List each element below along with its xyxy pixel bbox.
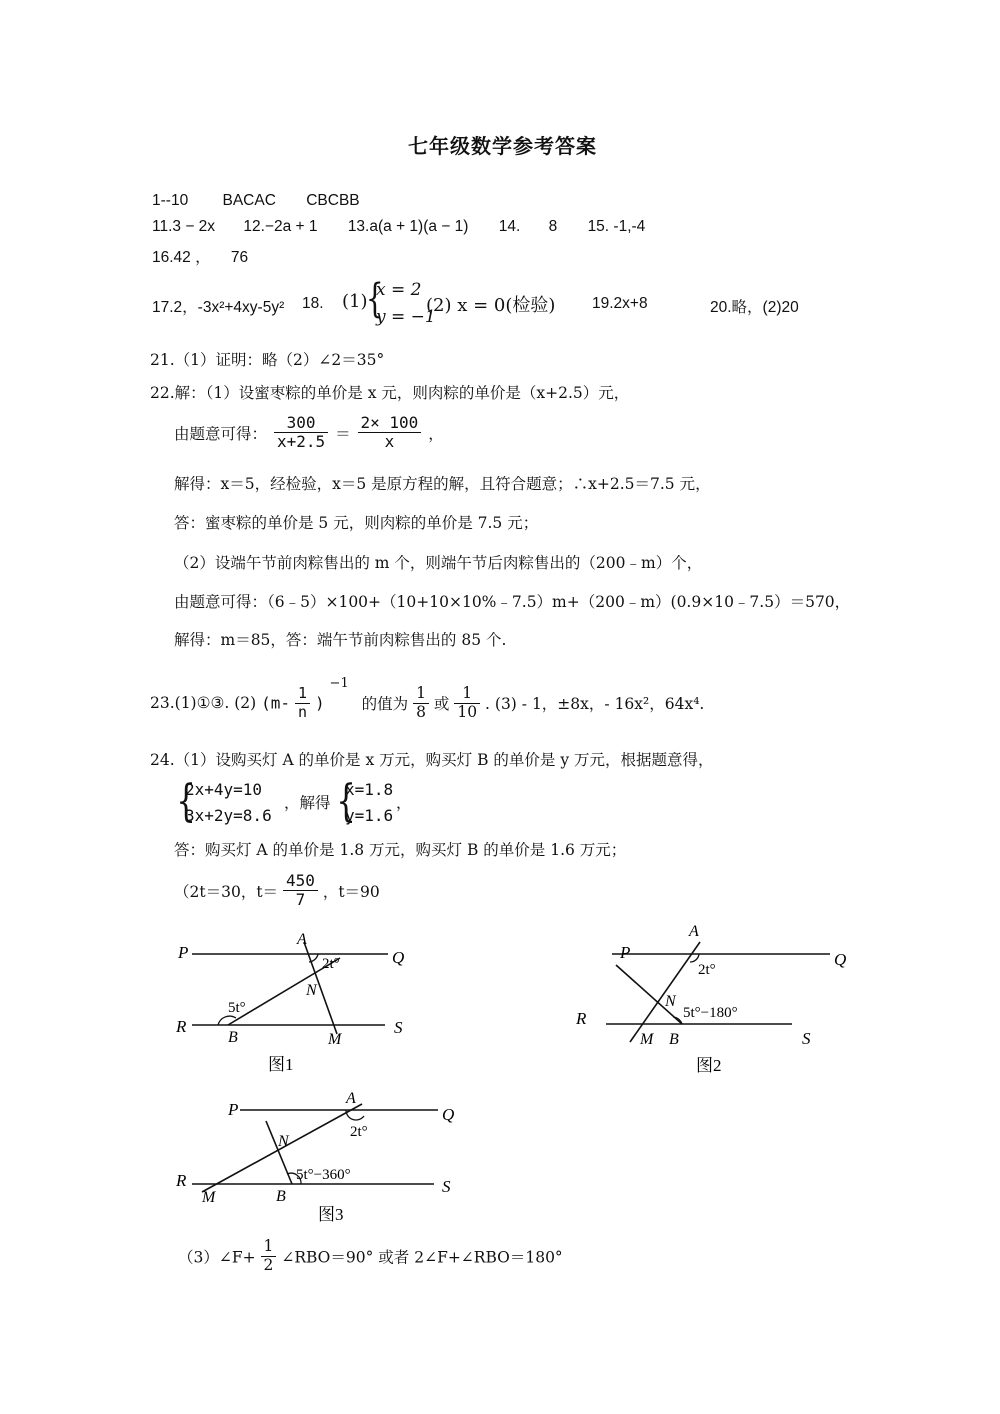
q23-paren-open: (m- <box>261 693 291 713</box>
q24-fraction-1 <box>283 872 318 910</box>
q23-or: 或 <box>433 695 450 713</box>
q23-answer <box>150 676 704 721</box>
fig1-label-r: R <box>176 1017 187 1036</box>
fig2-label-a: A <box>689 923 699 940</box>
q24-system-2-eq2: y=1.6 <box>345 806 394 826</box>
fig3-line-nb <box>266 1121 292 1184</box>
fig1-angle-arc-b <box>218 1016 236 1025</box>
fig1-label-q: Q <box>392 948 405 967</box>
q23-value-label: 的值为 <box>361 695 409 713</box>
figure-3 <box>168 1088 468 1228</box>
q23-fraction-1 <box>295 685 310 721</box>
q24-system-2-eq1: x=1.8 <box>345 780 394 799</box>
q23-fraction-1-den: n <box>298 702 308 721</box>
q23-exponent: −1 <box>329 676 349 691</box>
q24-system-1-eq2: 3x+2y=8.6 <box>185 806 272 826</box>
q22-equals: ＝ <box>335 424 351 443</box>
fig2-label-r: R <box>576 1009 587 1028</box>
q1-5-answers: BACAC <box>222 192 276 209</box>
fig1-angle-5t: 5t° <box>228 1000 246 1016</box>
q11-answer: 11.3 − 2x <box>152 218 216 235</box>
q17-answer: 17.2，-3x²+4xy-5y² <box>152 299 285 316</box>
q21-answer: 21.（1）证明：略（2）∠2＝35° <box>150 351 385 369</box>
figure-1 <box>170 922 420 1074</box>
fig1-angle-2t: 2t° <box>322 956 340 972</box>
q15-answer: 15. -1,-4 <box>587 218 646 235</box>
q23-fraction-3-den: 10 <box>457 702 478 721</box>
q14-label: 14. <box>498 218 521 235</box>
q24-solve-label: ，解得 <box>284 794 331 812</box>
q23-fraction-2-den: 8 <box>416 702 426 721</box>
q14-answer: 8 <box>548 218 558 235</box>
q24-line3: 答：购买灯 A 的单价是 1.8 万元，购买灯 B 的单价是 1.6 万元； <box>174 841 627 859</box>
q1-10-label: 1--10 <box>152 192 189 209</box>
q24-brace-1: { <box>176 776 196 827</box>
fig1-label-a: A <box>297 931 307 948</box>
q24-fraction-2-den: 2 <box>263 1255 274 1274</box>
fig2-label-b: B <box>669 1031 679 1048</box>
q13-answer: 13.a(a + 1)(a − 1) <box>347 218 469 235</box>
q18-eq1: x = 2 <box>376 280 422 300</box>
fig3-label-b: B <box>276 1188 286 1205</box>
fig1-caption: 图1 <box>268 1055 294 1074</box>
fig2-label-q: Q <box>834 950 847 969</box>
q23-part3: . (3) - 1，±8x，- 16x²，64x⁴. <box>485 695 705 713</box>
q24-line5-suffix: ∠RBO＝90° 或者 2∠F+∠RBO＝180° <box>281 1248 563 1267</box>
fig2-label-m: M <box>640 1031 654 1048</box>
fig1-label-p: P <box>178 943 189 962</box>
fig2-label-n: N <box>665 993 676 1010</box>
q18-part1-label: (1) <box>342 291 368 312</box>
fig3-label-a: A <box>346 1090 356 1107</box>
fig3-angle-5t: 5t°−360° <box>296 1167 351 1183</box>
q22-line1: 22.解：（1）设蜜枣粽的单价是 x 元，则肉粽的单价是（x+2.5）元， <box>150 384 630 402</box>
q12-answer: 12.−2a + 1 <box>243 218 318 235</box>
fig3-label-p: P <box>228 1100 239 1119</box>
q6-10-answers: CBCBB <box>306 192 360 209</box>
q18-brace: { <box>365 276 384 322</box>
q22-line6: 由题意可得：（6﹣5）×100+（10+10×10%﹣7.5）m+（200﹣m）(0.9×10﹣7.5）＝570， <box>174 593 851 611</box>
fig2-angle-5t: 5t°−180° <box>683 1005 738 1021</box>
q24-brace-2: { <box>336 776 356 827</box>
figure-2 <box>572 920 862 1076</box>
q24-line5 <box>178 1238 563 1275</box>
fig2-label-s: S <box>802 1029 811 1048</box>
q22-line2-prefix: 由题意可得： <box>174 424 268 443</box>
q24-system-1 <box>185 777 272 830</box>
q16-answer-a: 16.42 ， <box>152 249 211 266</box>
q24-line4-prefix: （2t＝30，t＝ <box>174 882 279 901</box>
q23-part1: 23.(1)①③. (2) <box>150 694 257 712</box>
fig3-label-q: Q <box>442 1105 455 1124</box>
q20-answer: 20.略，(2)20 <box>710 299 799 316</box>
page-title: 七年级数学参考答案 <box>408 134 597 158</box>
q22-fraction-2-den: x <box>384 432 395 452</box>
q24-system-2 <box>345 777 393 830</box>
fig2-line-am <box>630 942 700 1042</box>
q22-fraction-2-num: 2× 100 <box>358 414 422 433</box>
q22-fraction-1-num: 300 <box>274 414 328 433</box>
q24-line1: 24.（1）设购买灯 A 的单价是 x 万元，购买灯 B 的单价是 y 万元，根据题意得， <box>150 751 714 769</box>
fig3-label-n: N <box>278 1133 289 1150</box>
answer-row-16 <box>152 245 248 267</box>
q22-line7: 解得：m＝85，答：端午节前肉粽售出的 85 个. <box>174 631 507 649</box>
q18-label: 18. <box>302 295 324 312</box>
q24-line4 <box>174 872 380 910</box>
answer-row-11-15 <box>152 218 645 236</box>
fig2-caption: 图2 <box>696 1056 722 1075</box>
q24-system-1-eq1: 2x+4y=10 <box>185 780 263 799</box>
answer-row-1-10 <box>152 192 360 210</box>
fig1-label-m: M <box>328 1031 342 1048</box>
q24-system-end: ， <box>396 794 412 812</box>
q22-line2 <box>174 414 444 452</box>
q23-fraction-1-num: 1 <box>295 685 310 703</box>
q24-fraction-2-num: 1 <box>261 1238 277 1257</box>
q22-comma: ， <box>428 424 444 443</box>
q22-fraction-2 <box>358 414 422 452</box>
q22-line3: 解得：x＝5，经检验，x＝5 是原方程的解，且符合题意；∴x+2.5＝7.5 元， <box>174 475 711 493</box>
q19-answer: 19.2x+8 <box>592 295 648 312</box>
q16-answer-b: 76 <box>230 249 249 266</box>
fig1-label-b: B <box>228 1029 238 1046</box>
fig3-label-r: R <box>176 1171 187 1190</box>
q23-fraction-2 <box>413 685 429 722</box>
q24-line5-prefix: （3）∠F+ <box>178 1248 256 1267</box>
q22-fraction-1-den: x+2.5 <box>276 432 326 452</box>
q22-line4: 答：蜜枣粽的单价是 5 元，则肉粽的单价是 7.5 元； <box>174 514 539 532</box>
fig1-label-n: N <box>306 982 317 999</box>
q23-fraction-3 <box>454 685 480 722</box>
q24-line4-suffix: ，t＝90 <box>322 882 380 901</box>
q18-eq2: y = −1 <box>376 307 436 328</box>
fig1-label-s: S <box>394 1018 403 1037</box>
q24-fraction-1-num: 450 <box>283 872 318 891</box>
q18-part2: (2) x = 0(检验) <box>426 295 556 316</box>
q23-paren-close: ) <box>314 693 325 713</box>
fig3-label-s: S <box>442 1177 451 1196</box>
q24-fraction-2 <box>261 1238 277 1275</box>
q23-fraction-2-num: 1 <box>413 685 429 704</box>
fig3-angle-2t: 2t° <box>350 1124 368 1140</box>
fig3-label-m: M <box>202 1189 216 1206</box>
fig2-angle-2t: 2t° <box>698 962 716 978</box>
fig3-caption: 图3 <box>318 1205 344 1224</box>
q24-fraction-1-den: 7 <box>295 890 306 910</box>
q22-line5: （2）设端午节前肉粽售出的 m 个，则端午节后肉粽售出的（200﹣m）个， <box>174 554 703 572</box>
fig2-label-p: P <box>620 943 631 962</box>
q22-fraction-1 <box>274 414 328 452</box>
q23-fraction-3-num: 1 <box>454 685 480 704</box>
